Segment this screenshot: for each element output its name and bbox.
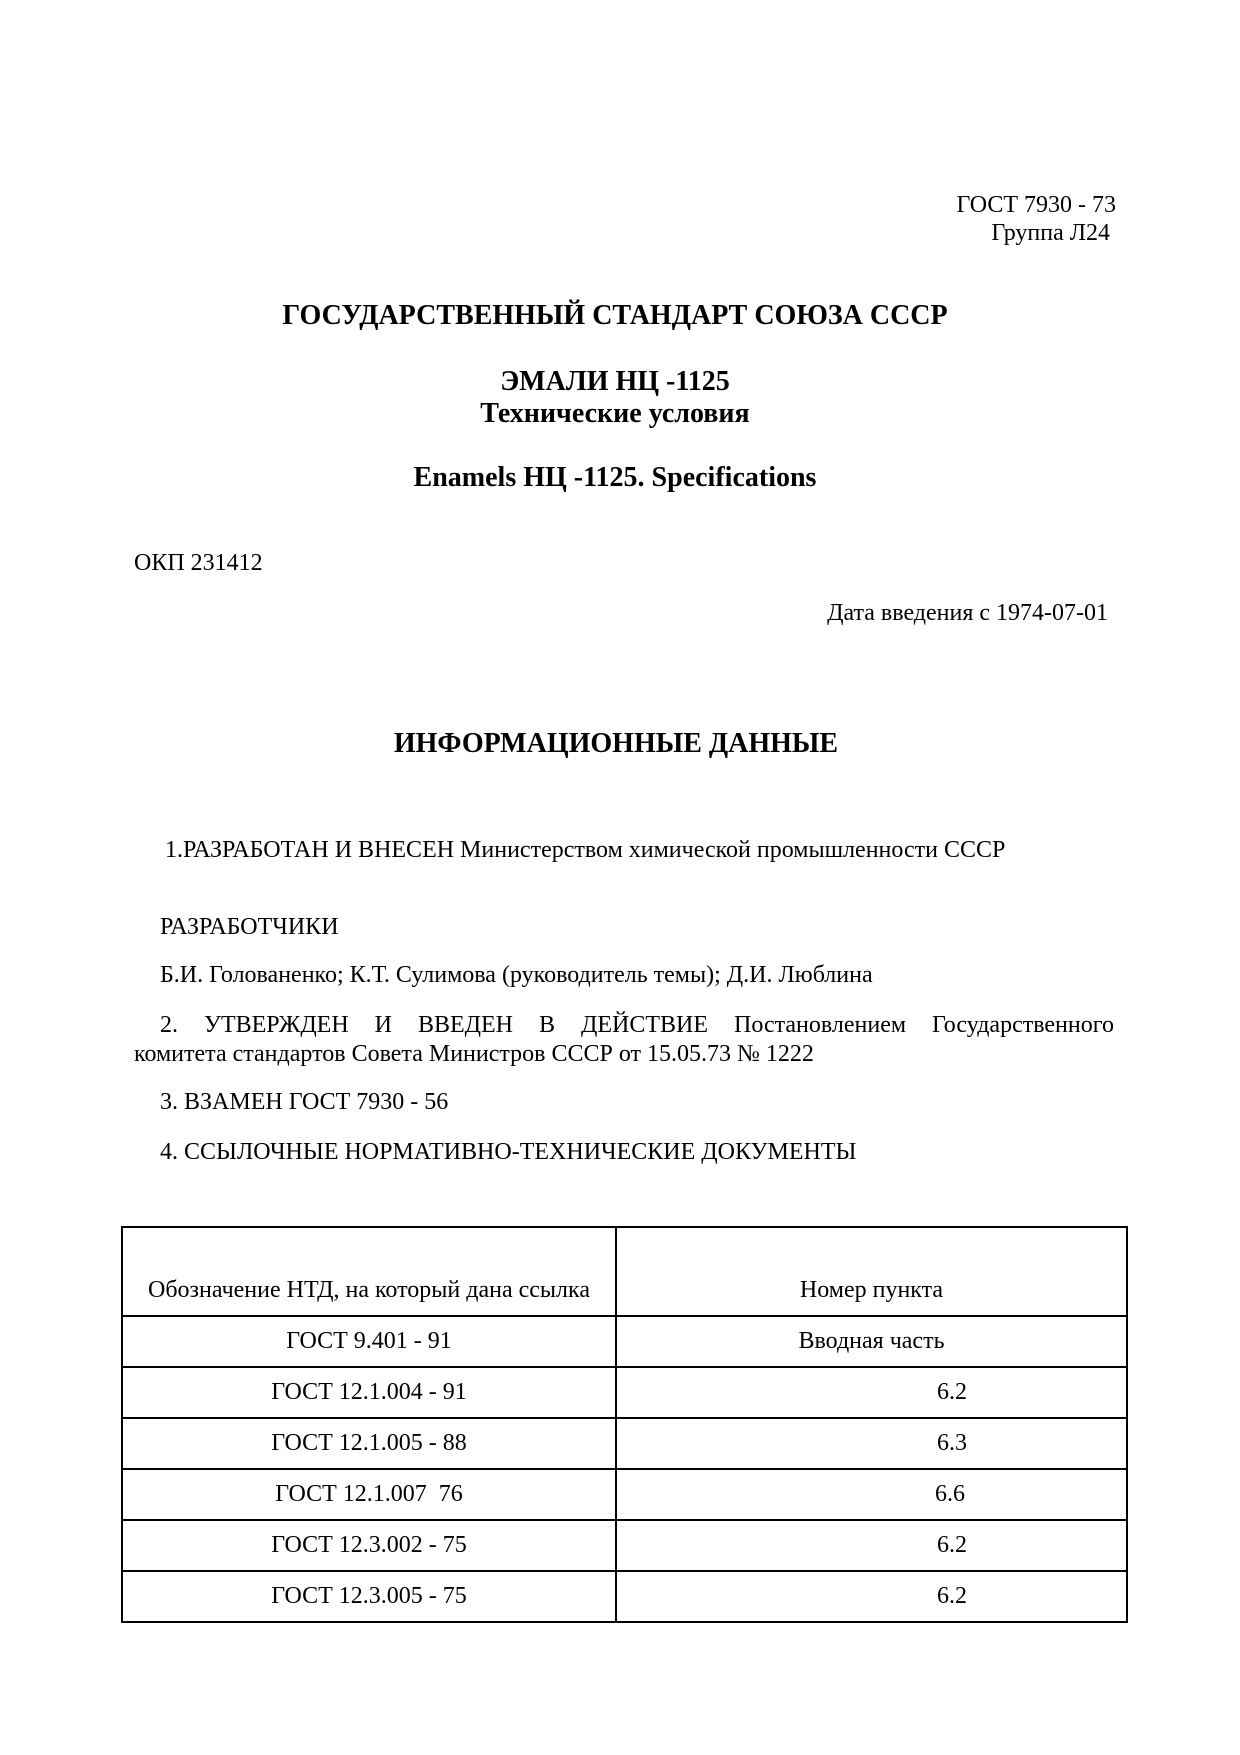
- table-cell-doc: ГОСТ 12.1.007 76: [122, 1469, 616, 1520]
- table-row: [122, 1469, 1127, 1520]
- gost-number: ГОСТ 7930 - 73: [956, 192, 1116, 218]
- table-cell-clause: 6.2: [616, 1520, 1127, 1571]
- table-header-doc: Обозначение НТД, на который дана ссылка: [122, 1227, 616, 1316]
- table-cell-clause: 6.3: [616, 1418, 1127, 1469]
- item-3-replaces: 3. ВЗАМЕН ГОСТ 7930 - 56: [160, 1089, 449, 1115]
- introduction-date: Дата введения с 1974-07-01: [827, 600, 1108, 626]
- table-cell-doc: ГОСТ 12.3.002 - 75: [122, 1520, 616, 1571]
- table-cell-doc: ГОСТ 9.401 - 91: [122, 1316, 616, 1367]
- item-2-line-2: комитета стандартов Совета Министров СССР от 15.05.73 № 1222: [134, 1041, 814, 1067]
- developers-heading: РАЗРАБОТЧИКИ: [160, 914, 339, 940]
- document-subtitle: Технические условия: [480, 398, 750, 429]
- english-title: Enamels НЦ -1125. Specifications: [413, 462, 817, 493]
- state-standard-title: ГОСУДАРСТВЕННЫЙ СТАНДАРТ СОЮЗА СССР: [282, 300, 948, 331]
- table-row: [122, 1367, 1127, 1418]
- table-header-row: [122, 1227, 1127, 1316]
- table-header-clause: Номер пункта: [616, 1227, 1127, 1316]
- table-cell-clause: 6.2: [616, 1367, 1127, 1418]
- table-cell-doc: ГОСТ 12.3.005 - 75: [122, 1571, 616, 1622]
- developers-list: Б.И. Голованенко; К.Т. Сулимова (руководитель темы); Д.И. Люблина: [160, 962, 873, 988]
- item-4-references: 4. ССЫЛОЧНЫЕ НОРМАТИВНО-ТЕХНИЧЕСКИЕ ДОКУМЕНТЫ: [160, 1139, 857, 1165]
- okp-code: ОКП 231412: [134, 550, 263, 576]
- table-cell-clause: 6.6: [616, 1469, 1127, 1520]
- item-1-developed: 1.РАЗРАБОТАН И ВНЕСЕН Министерством химической промышленности СССР: [165, 837, 1006, 863]
- table-row: [122, 1520, 1127, 1571]
- info-heading: ИНФОРМАЦИОННЫЕ ДАННЫЕ: [393, 728, 839, 759]
- item-2-line-1: 2. УТВЕРЖДЕН И ВВЕДЕН В ДЕЙСТВИЕ Постановлением Государственного: [160, 1012, 1114, 1038]
- references-table: [121, 1226, 1128, 1623]
- table-row: [122, 1316, 1127, 1367]
- table-cell-doc: ГОСТ 12.1.005 - 88: [122, 1418, 616, 1469]
- table-cell-clause: Вводная часть: [616, 1316, 1127, 1367]
- table-row: [122, 1571, 1127, 1622]
- document-title: ЭМАЛИ НЦ -1125: [500, 366, 730, 397]
- group-label: Группа Л24: [991, 220, 1110, 246]
- table-cell-clause: 6.2: [616, 1571, 1127, 1622]
- table-cell-doc: ГОСТ 12.1.004 - 91: [122, 1367, 616, 1418]
- table-row: [122, 1418, 1127, 1469]
